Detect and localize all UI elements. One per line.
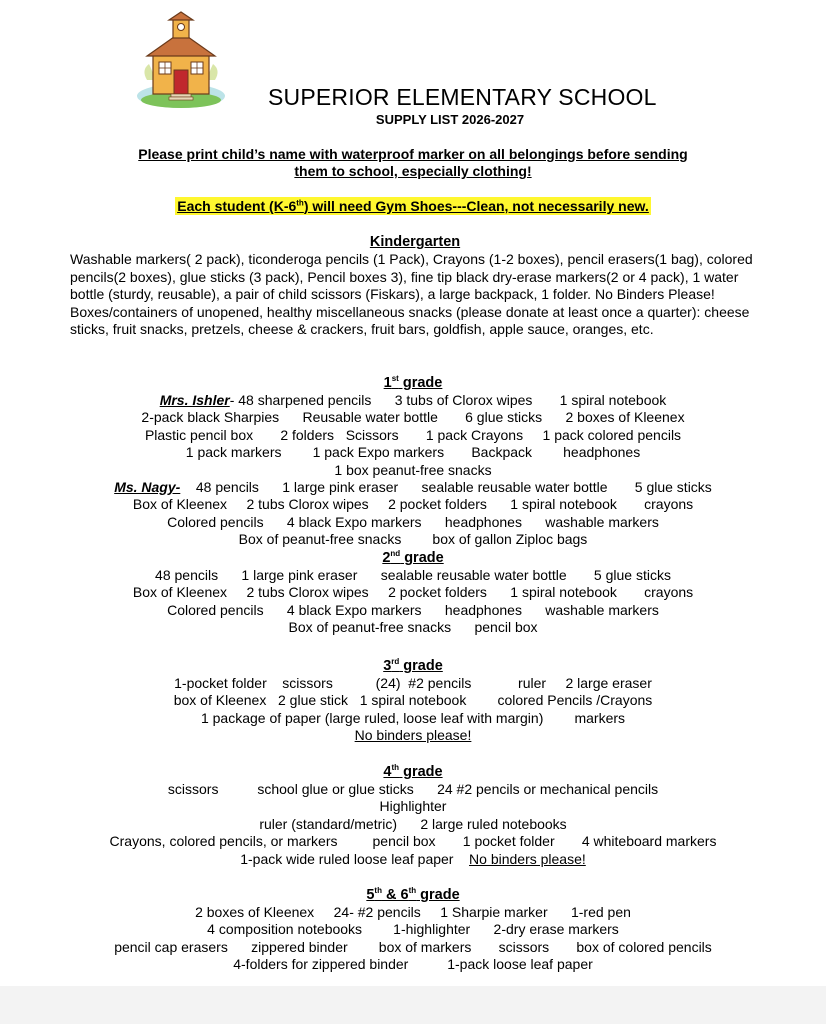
list-item: Box of Kleenex 2 tubs Clorox wipes 2 pocket folders 1 spiral notebook crayons [132,584,694,601]
schoolhouse-illustration [133,10,229,110]
list-item: Box of peanut-free snacks box of gallon Ziploc bags [238,531,588,548]
list-item: box of Kleenex 2 glue stick 1 spiral notebook colored Pencils /Crayons [173,692,653,709]
grade-5-6-heading: 5th & 6th grade [366,886,460,903]
list-item: 1 box peanut-free snacks [334,461,492,478]
school-name-title: SUPERIOR ELEMENTARY SCHOOL [268,84,657,110]
list-item: Plastic pencil box 2 folders Scissors 1 pack Crayons 1 pack colored pencils [144,426,682,443]
grade-4-last-line: 1-pack wide ruled loose leaf paper No binders please! [240,850,586,867]
notice-line-2: them to school, especially clothing! [294,163,532,179]
gym-shoes-notice [0,198,826,214]
list-item: scissors school glue or glue sticks 24 #2 pencils or mechanical pencils [167,781,659,797]
list-item: 4-folders for zippered binder 1-pack loose leaf paper [233,956,593,973]
list-item: 1 package of paper (large ruled, loose leaf with margin) markers [200,709,626,726]
grade-3-heading: 3rd grade [383,657,443,674]
list-item: Colored pencils 4 black Expo markers headphones washable markers [167,513,659,530]
list-item: 2 boxes of Kleenex 24- #2 pencils 1 Sharpie marker 1-red pen [195,904,631,920]
no-binders-note: No binders please! [469,850,586,867]
gym-shoes-highlight: Each student (K-6th) will need Gym Shoes---Clean, not necessarily new. [177,198,649,214]
list-item: 1 pack markers 1 pack Expo markers Backpack headphones [185,444,641,461]
list-item: 2-pack black Sharpies Reusable water bottle 6 glue sticks 2 boxes of Kleenex [141,409,685,426]
list-item: Box of peanut-free snacks pencil box [288,619,538,636]
grade-1-teacher-1-line: Mrs. Ishler- 48 sharpened pencils 3 tubs of Clorox wipes 1 spiral notebook [159,392,667,408]
grade-2-section [40,549,786,637]
page-footer-band [0,986,826,1024]
teacher-ishler-name: Mrs. Ishler [159,392,230,408]
grade-4-heading: 4th grade [383,763,443,780]
labeling-notice [0,146,826,180]
grade-3-section [40,657,786,745]
grade-1-teacher-2-line: Ms. Nagy- 48 pencils 1 large pink eraser sealable reusable water bottle 5 glue sticks [114,479,712,496]
teacher-nagy-name: Ms. Nagy- [114,479,181,496]
list-item: 1-pocket folder scissors (24) #2 pencils ruler 2 large eraser [174,675,652,691]
list-item: 4 composition notebooks 1-highlighter 2-dry erase markers [207,921,619,938]
grade-4-section [40,763,786,868]
kindergarten-supplies: Washable markers( 2 pack), ticonderoga pencils (1 Pack), Crayons (1-2 boxes), pencil erasers(1 bag), colored pencils(2 boxes), glue sticks (3 pack), Pencil boxes 3), fine tip black dry-erase markers(2 or 4 pack), 1 water bottle (sturdy, reusable), a pair of child scissors (Fiskars), a large backpack, 1 folder. No Binders Please! [70,251,753,302]
kindergarten-section [70,233,760,339]
grade-5-6-section [40,886,786,974]
grade-1-section [40,374,786,549]
kindergarten-snacks: Boxes/containers of unopened, healthy miscellaneous snacks (please donate at least once a quarter): cheese sticks, fruit snacks, pretzels, cheese & crackers, fruit bars, goldfish, apple sauce, oranges, etc. [70,303,750,337]
grade-2-heading: 2nd grade [382,549,444,566]
list-item: Crayons, colored pencils, or markers pencil box 1 pocket folder 4 whiteboard markers [109,833,717,850]
list-item: pencil cap erasers zippered binder box of markers scissors box of colored pencils [114,938,712,955]
list-item: Highlighter [379,798,447,815]
list-item: ruler (standard/metric) 2 large ruled notebooks [259,815,567,832]
no-binders-note: No binders please! [354,727,472,744]
list-item: Colored pencils 4 black Expo markers headphones washable markers [167,601,659,618]
list-item: Box of Kleenex 2 tubs Clorox wipes 2 pocket folders 1 spiral notebook crayons [132,496,694,513]
kindergarten-heading: Kindergarten [369,234,461,250]
grade-1-heading: 1st grade [383,374,443,391]
supply-list-subtitle: SUPPLY LIST 2026-2027 [375,112,525,127]
list-item: 48 pencils 1 large pink eraser sealable reusable water bottle 5 glue sticks [155,567,671,583]
notice-line-1: Please print child’s name with waterproof marker on all belongings before sending [138,146,688,162]
